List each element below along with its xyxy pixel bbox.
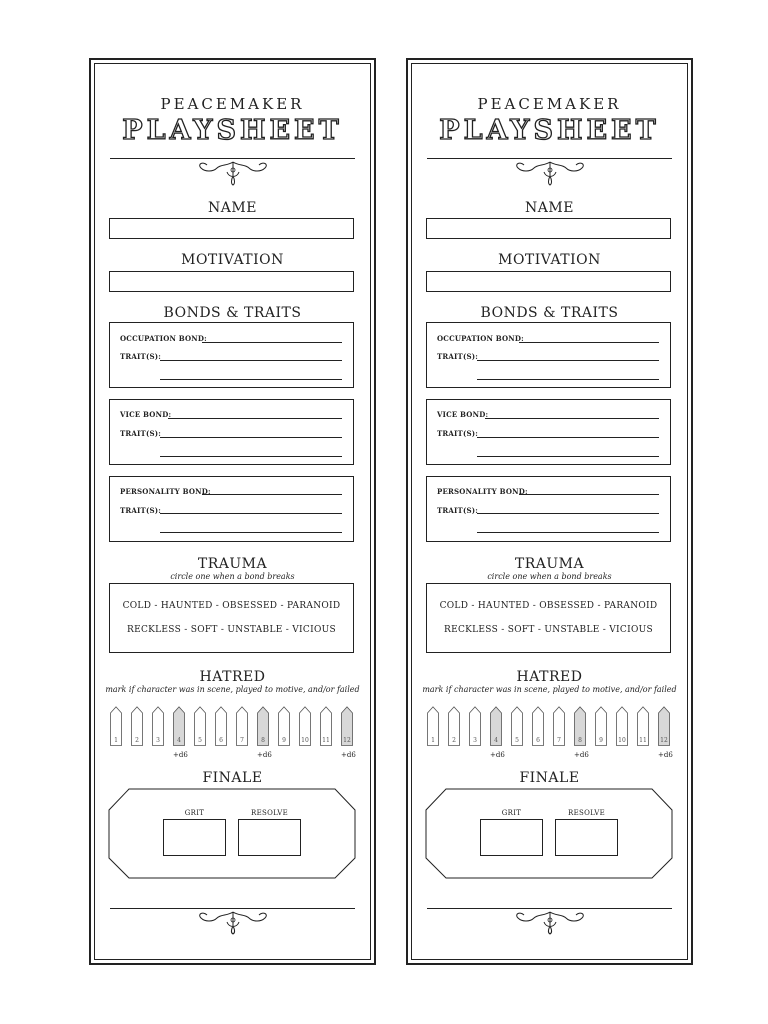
traits-label: TRAIT(S): bbox=[437, 352, 479, 361]
hatred-box-number: 5 bbox=[198, 737, 202, 744]
vice-bond-line[interactable] bbox=[168, 418, 342, 419]
hatred-box-number: 4 bbox=[177, 737, 181, 744]
hatred-box-number: 6 bbox=[219, 737, 223, 744]
hatred-box-number: 11 bbox=[639, 737, 647, 744]
resolve-label: RESOLVE bbox=[251, 809, 288, 817]
trait-line[interactable] bbox=[160, 360, 342, 361]
motivation-heading: MOTIVATION bbox=[498, 252, 601, 268]
hatred-box-number: 1 bbox=[431, 737, 435, 744]
personality-bond-label: PERSONALITY BOND: bbox=[437, 487, 528, 496]
flourish-ornament-icon bbox=[191, 906, 275, 936]
personality-bond-box[interactable] bbox=[109, 476, 354, 542]
hatred-box[interactable] bbox=[194, 706, 206, 746]
hatred-bonus-label: +d6 bbox=[257, 751, 272, 759]
traits-label: TRAIT(S): bbox=[437, 506, 479, 515]
trauma-subtitle: circle one when a bond breaks bbox=[487, 572, 612, 581]
finale-heading: FINALE bbox=[519, 770, 580, 786]
trauma-heading: TRAUMA bbox=[197, 556, 268, 572]
hatred-subtitle: mark if character was in scene, played to motive, and/or failed bbox=[105, 685, 360, 694]
resolve-box[interactable] bbox=[238, 819, 301, 856]
hatred-box[interactable] bbox=[490, 706, 502, 746]
trait-line[interactable] bbox=[160, 456, 342, 457]
hatred-box[interactable] bbox=[469, 706, 481, 746]
hatred-box[interactable] bbox=[553, 706, 565, 746]
hatred-bonus-label: +d6 bbox=[341, 751, 356, 759]
motivation-field[interactable] bbox=[109, 271, 354, 292]
trait-line[interactable] bbox=[477, 532, 659, 533]
resolve-label: RESOLVE bbox=[568, 809, 605, 817]
occupation-bond-line[interactable] bbox=[202, 342, 342, 343]
playsheet-card bbox=[406, 58, 693, 965]
trauma-options-box bbox=[109, 583, 354, 653]
hatred-bonus-label: +d6 bbox=[658, 751, 673, 759]
trait-line[interactable] bbox=[477, 437, 659, 438]
hatred-box[interactable] bbox=[532, 706, 544, 746]
traits-label: TRAIT(S): bbox=[120, 429, 162, 438]
hatred-box[interactable] bbox=[215, 706, 227, 746]
vice-bond-label: VICE BOND: bbox=[120, 410, 172, 419]
hatred-box[interactable] bbox=[152, 706, 164, 746]
hatred-subtitle: mark if character was in scene, played to motive, and/or failed bbox=[422, 685, 677, 694]
sheet-title: PLAYSHEET bbox=[439, 115, 660, 146]
trauma-options-box bbox=[426, 583, 671, 653]
grit-label: GRIT bbox=[501, 809, 522, 817]
flourish-ornament-icon bbox=[508, 906, 592, 936]
hatred-box-number: 4 bbox=[494, 737, 498, 744]
name-field[interactable] bbox=[426, 218, 671, 239]
personality-bond-box[interactable] bbox=[426, 476, 671, 542]
flourish-ornament-icon bbox=[191, 158, 275, 188]
hatred-track bbox=[110, 706, 360, 746]
playsheet-card bbox=[89, 58, 376, 965]
grit-box[interactable] bbox=[163, 819, 226, 856]
occupation-bond-box[interactable] bbox=[426, 322, 671, 388]
vice-bond-line[interactable] bbox=[485, 418, 659, 419]
hatred-box-number: 10 bbox=[301, 737, 309, 744]
hatred-box[interactable] bbox=[658, 706, 670, 746]
sheet-title: PLAYSHEET bbox=[122, 115, 343, 146]
grit-box[interactable] bbox=[480, 819, 543, 856]
hatred-box-number: 5 bbox=[515, 737, 519, 744]
vice-bond-box[interactable] bbox=[109, 399, 354, 465]
hatred-box[interactable] bbox=[299, 706, 311, 746]
trait-line[interactable] bbox=[477, 456, 659, 457]
hatred-box-number: 11 bbox=[322, 737, 330, 744]
occupation-bond-label: OCCUPATION BOND: bbox=[120, 334, 207, 343]
hatred-box-number: 12 bbox=[343, 737, 351, 744]
hatred-box-number: 12 bbox=[660, 737, 668, 744]
trauma-options-row[interactable]: RECKLESS - SOFT - UNSTABLE - VICIOUS bbox=[444, 625, 653, 635]
name-heading: NAME bbox=[208, 200, 257, 216]
hatred-box[interactable] bbox=[616, 706, 628, 746]
occupation-bond-box[interactable] bbox=[109, 322, 354, 388]
hatred-box-number: 2 bbox=[452, 737, 456, 744]
motivation-field[interactable] bbox=[426, 271, 671, 292]
hatred-heading: HATRED bbox=[199, 669, 266, 685]
hatred-bonus-label: +d6 bbox=[574, 751, 589, 759]
resolve-box[interactable] bbox=[555, 819, 618, 856]
hatred-box-number: 2 bbox=[135, 737, 139, 744]
trauma-heading: TRAUMA bbox=[514, 556, 585, 572]
trait-line[interactable] bbox=[160, 437, 342, 438]
trait-line[interactable] bbox=[477, 513, 659, 514]
pre-title: PEACEMAKER bbox=[477, 95, 622, 113]
trait-line[interactable] bbox=[160, 513, 342, 514]
hatred-box[interactable] bbox=[236, 706, 248, 746]
hatred-track bbox=[427, 706, 677, 746]
hatred-box-number: 3 bbox=[473, 737, 477, 744]
vice-bond-label: VICE BOND: bbox=[437, 410, 489, 419]
trait-line[interactable] bbox=[160, 379, 342, 380]
finale-frame bbox=[424, 788, 674, 880]
personality-bond-label: PERSONALITY BOND: bbox=[120, 487, 211, 496]
finale-frame bbox=[107, 788, 357, 880]
hatred-box[interactable] bbox=[131, 706, 143, 746]
name-field[interactable] bbox=[109, 218, 354, 239]
hatred-box[interactable] bbox=[341, 706, 353, 746]
bonds-traits-heading: BONDS & TRAITS bbox=[163, 305, 302, 321]
trauma-options-row[interactable]: COLD - HAUNTED - OBSESSED - PARANOID bbox=[439, 601, 658, 611]
hatred-box[interactable] bbox=[320, 706, 332, 746]
flourish-ornament-icon bbox=[508, 158, 592, 188]
hatred-box-number: 8 bbox=[261, 737, 265, 744]
trait-line[interactable] bbox=[160, 532, 342, 533]
hatred-box-number: 1 bbox=[114, 737, 118, 744]
occupation-bond-label: OCCUPATION BOND: bbox=[437, 334, 524, 343]
pre-title: PEACEMAKER bbox=[160, 95, 305, 113]
hatred-box[interactable] bbox=[595, 706, 607, 746]
personality-bond-line[interactable] bbox=[202, 494, 342, 495]
hatred-heading: HATRED bbox=[516, 669, 583, 685]
trait-line[interactable] bbox=[477, 379, 659, 380]
hatred-box[interactable] bbox=[574, 706, 586, 746]
hatred-box[interactable] bbox=[278, 706, 290, 746]
hatred-box-number: 7 bbox=[557, 737, 561, 744]
hatred-box-number: 9 bbox=[282, 737, 286, 744]
hatred-bonus-label: +d6 bbox=[173, 751, 188, 759]
hatred-box-number: 10 bbox=[618, 737, 626, 744]
trauma-options-row[interactable]: RECKLESS - SOFT - UNSTABLE - VICIOUS bbox=[127, 625, 336, 635]
hatred-box-number: 7 bbox=[240, 737, 244, 744]
hatred-bonus-label: +d6 bbox=[490, 751, 505, 759]
hatred-box[interactable] bbox=[511, 706, 523, 746]
personality-bond-line[interactable] bbox=[519, 494, 659, 495]
vice-bond-box[interactable] bbox=[426, 399, 671, 465]
traits-label: TRAIT(S): bbox=[120, 352, 162, 361]
trauma-options-row[interactable]: COLD - HAUNTED - OBSESSED - PARANOID bbox=[122, 601, 341, 611]
finale-heading: FINALE bbox=[202, 770, 263, 786]
trait-line[interactable] bbox=[477, 360, 659, 361]
hatred-box[interactable] bbox=[110, 706, 122, 746]
hatred-box[interactable] bbox=[173, 706, 185, 746]
hatred-box-number: 3 bbox=[156, 737, 160, 744]
hatred-box-number: 6 bbox=[536, 737, 540, 744]
hatred-box[interactable] bbox=[637, 706, 649, 746]
bonds-traits-heading: BONDS & TRAITS bbox=[480, 305, 619, 321]
occupation-bond-line[interactable] bbox=[519, 342, 659, 343]
hatred-box[interactable] bbox=[448, 706, 460, 746]
traits-label: TRAIT(S): bbox=[120, 506, 162, 515]
hatred-box-number: 9 bbox=[599, 737, 603, 744]
grit-label: GRIT bbox=[184, 809, 205, 817]
traits-label: TRAIT(S): bbox=[437, 429, 479, 438]
name-heading: NAME bbox=[525, 200, 574, 216]
hatred-box[interactable] bbox=[427, 706, 439, 746]
hatred-box-number: 8 bbox=[578, 737, 582, 744]
trauma-subtitle: circle one when a bond breaks bbox=[170, 572, 295, 581]
motivation-heading: MOTIVATION bbox=[181, 252, 284, 268]
hatred-box[interactable] bbox=[257, 706, 269, 746]
